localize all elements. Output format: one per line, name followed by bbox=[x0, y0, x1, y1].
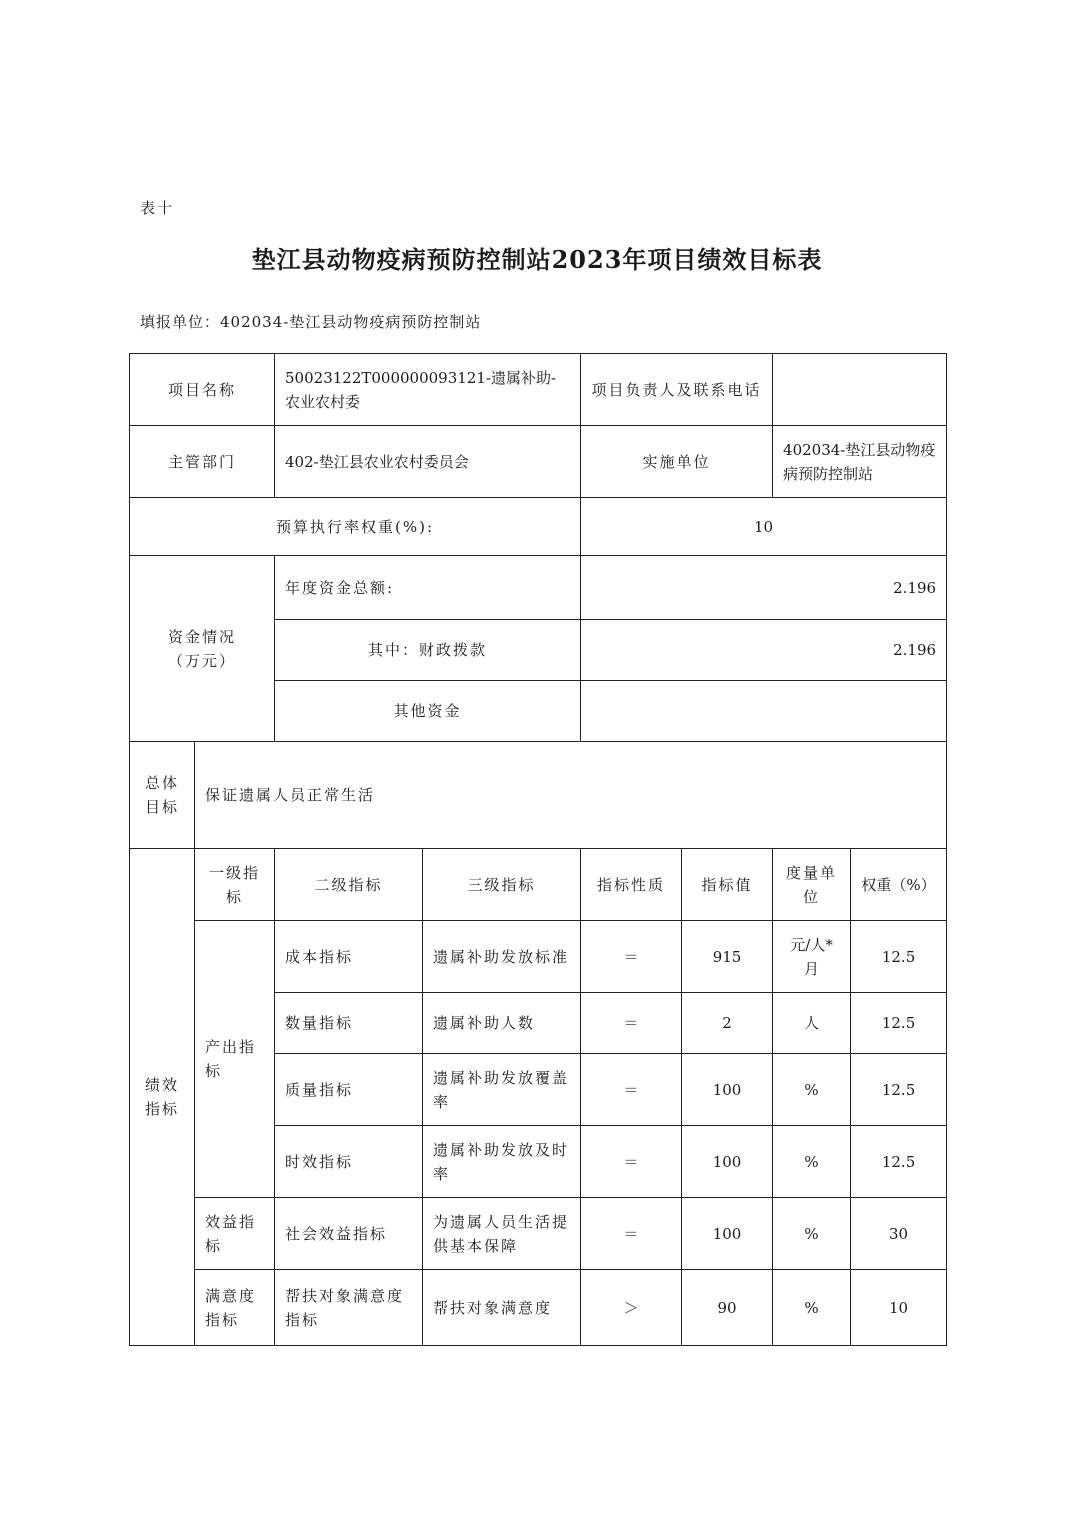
header-value: 指标值 bbox=[682, 849, 773, 921]
nature-cell: ＝ bbox=[581, 921, 682, 993]
value-cell: 2 bbox=[682, 993, 773, 1054]
responsible-value bbox=[773, 354, 947, 426]
level2-cell: 时效指标 bbox=[275, 1126, 423, 1198]
fill-unit-label: 填报单位：402034-垫江县动物疫病预防控制站 bbox=[140, 313, 482, 331]
other-funds-label: 其他资金 bbox=[275, 681, 581, 742]
nature-cell: ＝ bbox=[581, 1198, 682, 1270]
header-level1: 一级指标 bbox=[195, 849, 275, 921]
level3-cell: 遗属补助发放覆盖率 bbox=[423, 1054, 581, 1126]
project-name-value: 50023122T000000093121-遗属补助-农业农村委 bbox=[275, 354, 581, 426]
table-row bbox=[130, 921, 947, 993]
impl-unit-label: 实施单位 bbox=[581, 426, 773, 498]
weight-cell: 12.5 bbox=[851, 1126, 947, 1198]
level1-benefit: 效益指标 bbox=[195, 1198, 275, 1270]
table-number-label: 表十 bbox=[140, 199, 175, 217]
level3-cell: 帮扶对象满意度 bbox=[423, 1270, 581, 1346]
dept-value: 402-垫江县农业农村委员会 bbox=[275, 426, 581, 498]
funds-label bbox=[130, 556, 275, 742]
unit-cell: 元/人*月 bbox=[773, 921, 851, 993]
header-weight: 权重（%） bbox=[851, 849, 947, 921]
value-cell: 100 bbox=[682, 1126, 773, 1198]
weight-cell: 12.5 bbox=[851, 1054, 947, 1126]
value-cell: 90 bbox=[682, 1270, 773, 1346]
page-title: 垫江县动物疫病预防控制站2023年项目绩效目标表 bbox=[251, 245, 823, 274]
header-unit: 度量单位 bbox=[773, 849, 851, 921]
level2-cell: 社会效益指标 bbox=[275, 1198, 423, 1270]
project-name-label: 项目名称 bbox=[130, 354, 275, 426]
fiscal-funds-label: 其中：财政拨款 bbox=[275, 620, 581, 681]
level1-satisfaction: 满意度指标 bbox=[195, 1270, 275, 1346]
nature-cell: ＝ bbox=[581, 1054, 682, 1126]
unit-cell: % bbox=[773, 1126, 851, 1198]
level2-cell: 成本指标 bbox=[275, 921, 423, 993]
budget-weight-value: 10 bbox=[581, 498, 947, 556]
level1-output: 产出指标 bbox=[195, 921, 275, 1198]
value-cell: 100 bbox=[682, 1054, 773, 1126]
weight-cell: 30 bbox=[851, 1198, 947, 1270]
dept-label: 主管部门 bbox=[130, 426, 275, 498]
unit-cell: % bbox=[773, 1054, 851, 1126]
weight-cell: 10 bbox=[851, 1270, 947, 1346]
impl-unit-value: 402034-垫江县动物疫病预防控制站 bbox=[773, 426, 947, 498]
other-funds-value bbox=[581, 681, 947, 742]
nature-cell: ＞ bbox=[581, 1270, 682, 1346]
header-level3: 三级指标 bbox=[423, 849, 581, 921]
fiscal-funds-value: 2.196 bbox=[581, 620, 947, 681]
performance-target-table bbox=[129, 353, 947, 1346]
overall-goal-label: 总体目标 bbox=[130, 742, 195, 849]
table-row bbox=[130, 1270, 947, 1346]
header-level2: 二级指标 bbox=[275, 849, 423, 921]
value-cell: 100 bbox=[682, 1198, 773, 1270]
level3-cell: 遗属补助人数 bbox=[423, 993, 581, 1054]
funds-label-line2: （万元） bbox=[168, 651, 237, 670]
nature-cell: ＝ bbox=[581, 993, 682, 1054]
weight-cell: 12.5 bbox=[851, 921, 947, 993]
unit-cell: 人 bbox=[773, 993, 851, 1054]
annual-funds-label: 年度资金总额: bbox=[275, 556, 581, 620]
annual-funds-value: 2.196 bbox=[581, 556, 947, 620]
overall-goal-text: 保证遗属人员正常生活 bbox=[195, 742, 947, 849]
funds-label-line1: 资金情况 bbox=[168, 627, 237, 646]
level2-cell: 数量指标 bbox=[275, 993, 423, 1054]
table-row bbox=[130, 1198, 947, 1270]
unit-cell: % bbox=[773, 1270, 851, 1346]
nature-cell: ＝ bbox=[581, 1126, 682, 1198]
header-nature: 指标性质 bbox=[581, 849, 682, 921]
level2-cell: 质量指标 bbox=[275, 1054, 423, 1126]
unit-cell: % bbox=[773, 1198, 851, 1270]
level2-cell: 帮扶对象满意度指标 bbox=[275, 1270, 423, 1346]
level3-cell: 为遗属人员生活提供基本保障 bbox=[423, 1198, 581, 1270]
level3-cell: 遗属补助发放标准 bbox=[423, 921, 581, 993]
performance-label: 绩效指标 bbox=[130, 849, 195, 1346]
responsible-label: 项目负责人及联系电话 bbox=[581, 354, 773, 426]
budget-weight-label: 预算执行率权重(%): bbox=[130, 498, 581, 556]
weight-cell: 12.5 bbox=[851, 993, 947, 1054]
value-cell: 915 bbox=[682, 921, 773, 993]
level3-cell: 遗属补助发放及时率 bbox=[423, 1126, 581, 1198]
